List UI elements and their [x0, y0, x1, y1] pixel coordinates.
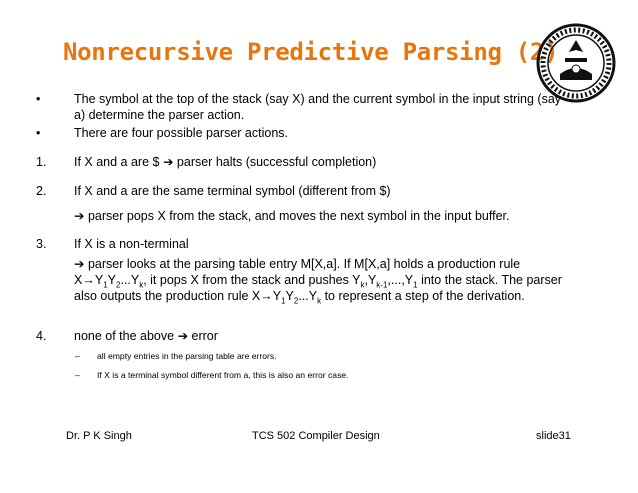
footer-course: TCS 502 Compiler Design — [252, 430, 380, 442]
detail-text: ➔ parser looks at the parsing table entry M[X,a]. If M[X,a] holds a production rule $X\to Y_1Y_2...Y_k$, it pops X from the stack and pushes $Y_k,Y_{k-1},...,Y_1$ into the stack. The parser also outputs the production rule $X\to Y_1Y_2...Y_k$ to represent a step of the derivation. — [74, 257, 562, 306]
list-text: If X and a are $ ➔ parser halts (successful completion) — [74, 155, 377, 169]
sub-item-text: all empty entries in the parsing table are errors. — [97, 351, 277, 361]
sub-item-text: If X is a terminal symbol different from a, this is also an error case. — [97, 370, 349, 380]
bullet-text: There are four possible parser actions. — [74, 126, 288, 140]
list-number: 1. — [36, 155, 47, 169]
list-text: none of the above ➔ error — [74, 329, 218, 343]
right-arrow-icon: ➔ — [74, 209, 85, 223]
dash-marker: – — [75, 370, 80, 380]
detail-text: ➔ parser pops X from the stack, and moves the next symbol in the input buffer. — [74, 209, 510, 223]
right-arrow-icon: ➔ — [162, 155, 174, 169]
list-text: If X and a are the same terminal symbol (different from $) — [74, 184, 391, 198]
list-number: 3. — [36, 237, 47, 251]
dash-marker: – — [75, 351, 80, 361]
list-text: If X is a non-terminal — [74, 237, 189, 251]
bullet-marker: • — [36, 126, 41, 140]
bullet-marker: • — [36, 92, 41, 106]
bullet-text: The symbol at the top of the stack (say X) and the current symbol in the input string (say a) determine the parser action. — [74, 92, 562, 122]
slide-title: Nonrecursive Predictive Parsing (2) — [63, 38, 559, 66]
right-arrow-icon: ➔ — [177, 329, 189, 343]
list-number: 2. — [36, 184, 47, 198]
footer-author: Dr. P K Singh — [66, 430, 132, 442]
footer-slide-number: slide31 — [536, 430, 571, 442]
right-arrow-icon: ➔ — [74, 257, 85, 271]
list-number: 4. — [36, 329, 47, 343]
